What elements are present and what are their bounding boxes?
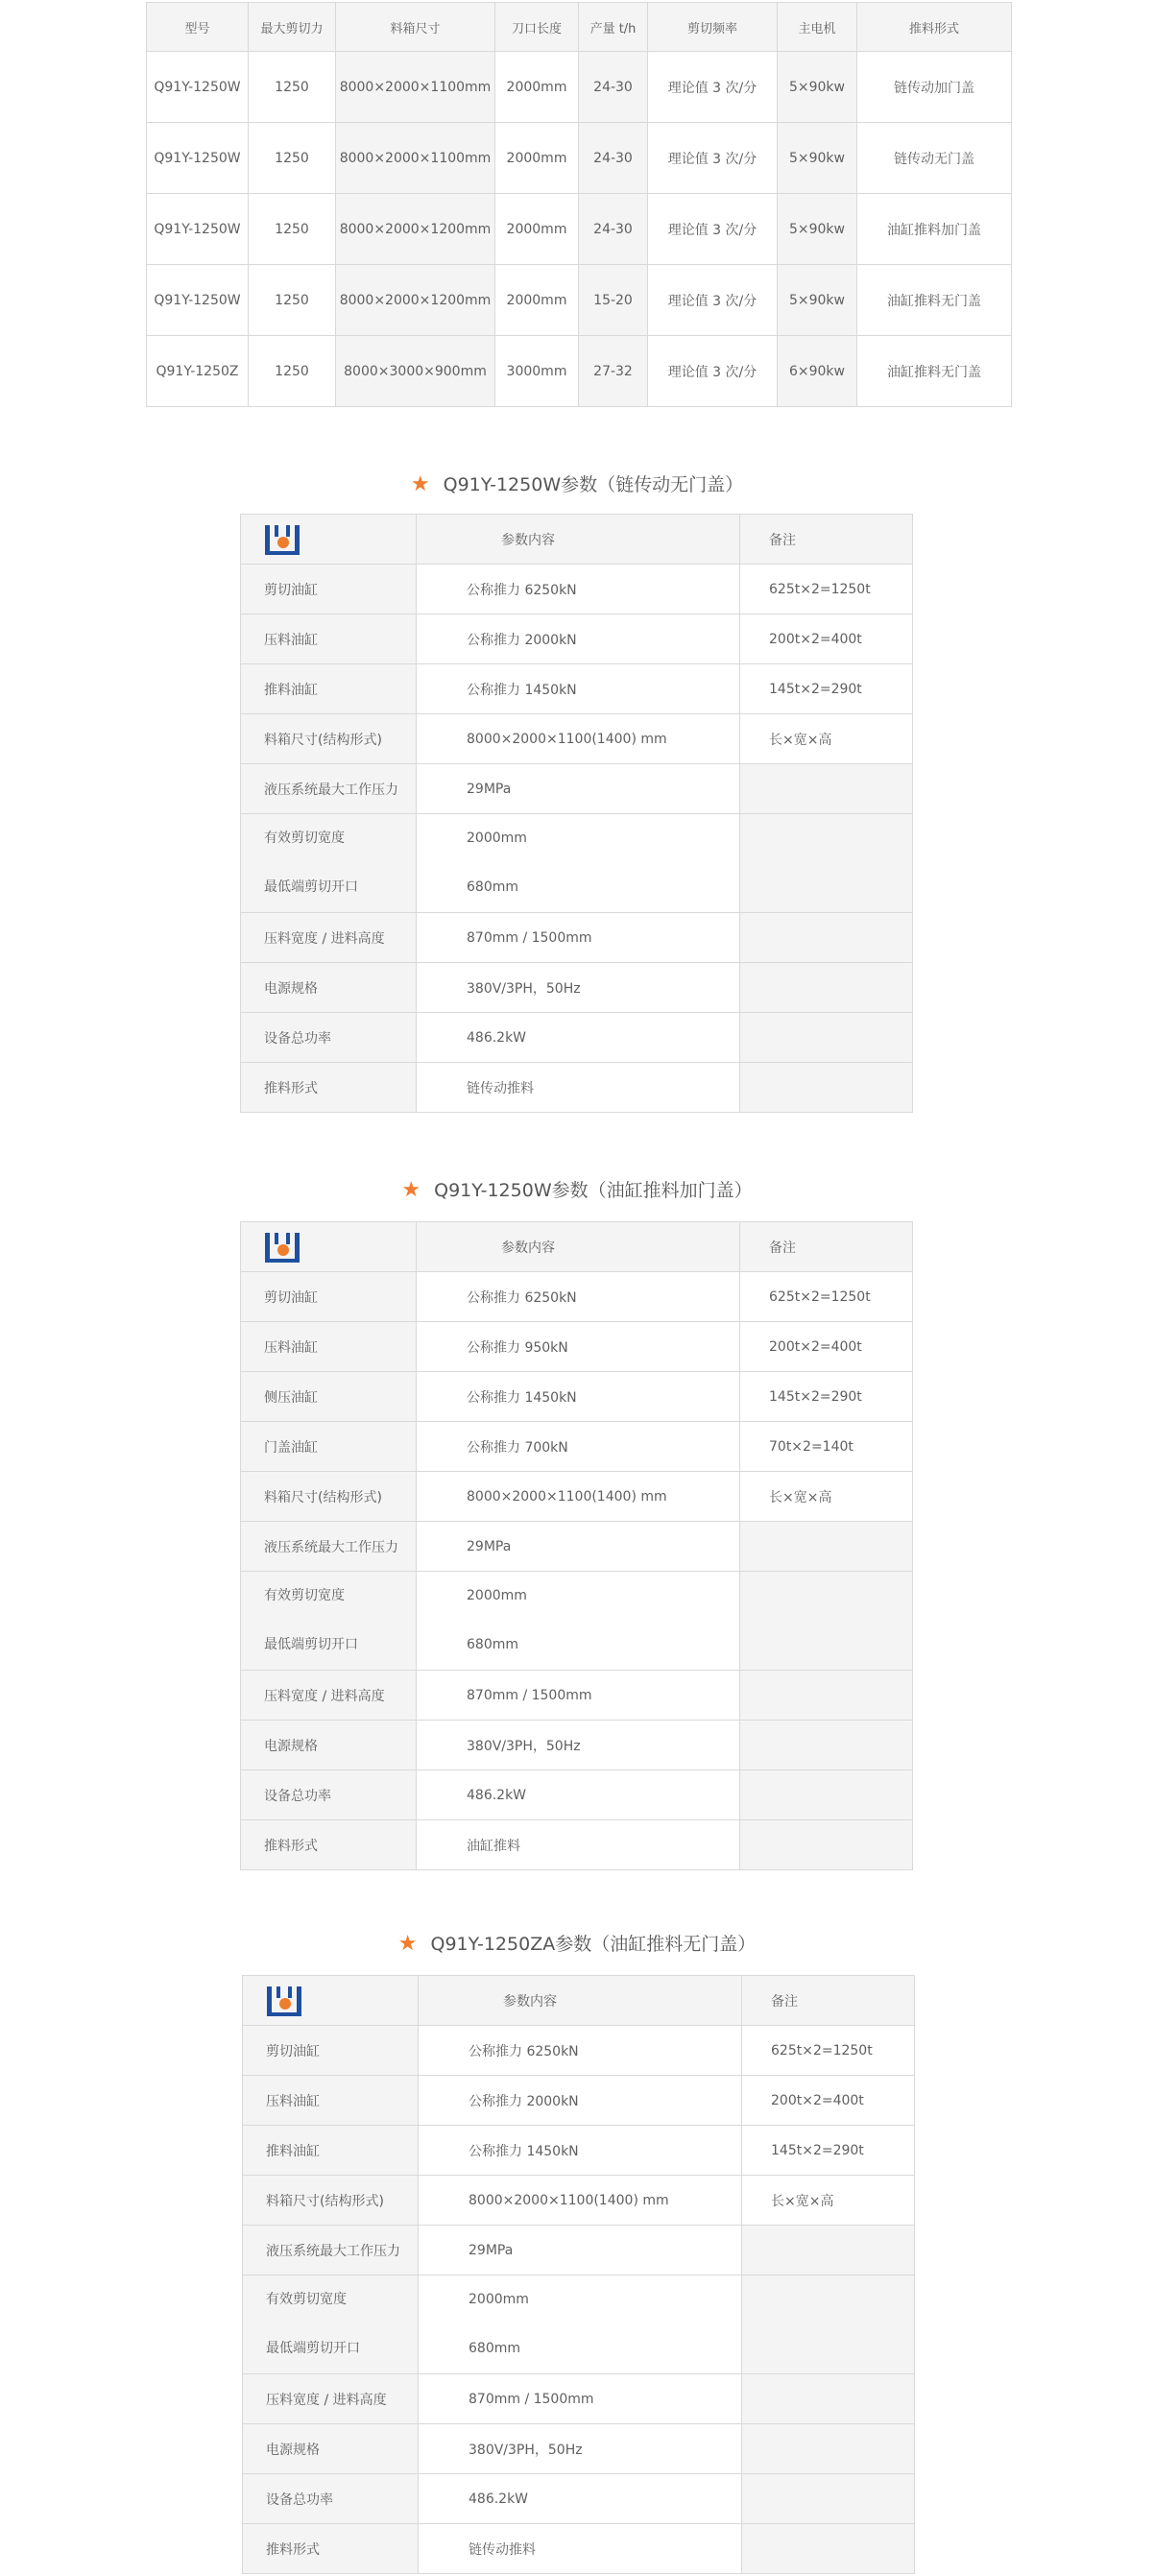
table-cell: 油缸推料加门盖 bbox=[857, 194, 1012, 265]
table-cell: 2000mm bbox=[495, 123, 579, 194]
spec-note bbox=[742, 2524, 915, 2574]
spec-label: 设备总功率 bbox=[241, 1770, 417, 1820]
table-cell: 27-32 bbox=[579, 336, 648, 407]
table-cell: 8000×3000×900mm bbox=[336, 336, 495, 407]
spec-note bbox=[740, 764, 913, 814]
table-cell: Q91Y-1250Z bbox=[147, 336, 249, 407]
table-row bbox=[147, 123, 1012, 194]
spec-label: 压料油缸 bbox=[241, 614, 417, 664]
spec-note bbox=[742, 2424, 915, 2474]
table-cell: 理论值 3 次/分 bbox=[648, 123, 778, 194]
spec-note bbox=[740, 913, 913, 963]
spec-label-line: 有效剪切宽度 bbox=[264, 831, 345, 846]
spec-value: 链传动推料 bbox=[417, 1063, 740, 1113]
spec-note: 625t×2=1250t bbox=[740, 1272, 913, 1322]
spec-value: 486.2kW bbox=[419, 2474, 742, 2524]
spec-value: 8000×2000×1100(1400) mm bbox=[417, 714, 740, 764]
spec-value: 29MPa bbox=[417, 764, 740, 814]
spec-label: 门盖油缸 bbox=[241, 1422, 417, 1472]
table-row bbox=[147, 336, 1012, 407]
spec-row bbox=[241, 565, 913, 614]
table-cell: 8000×2000×1100mm bbox=[336, 123, 495, 194]
spec-row bbox=[243, 2275, 915, 2374]
spec-value: 29MPa bbox=[417, 1522, 740, 1572]
spec-note bbox=[740, 1721, 913, 1770]
company-logo-icon bbox=[264, 523, 301, 556]
table-cell: 5×90kw bbox=[778, 265, 857, 336]
table-row bbox=[147, 194, 1012, 265]
spec-note: 145t×2=290t bbox=[740, 1372, 913, 1422]
spec-label bbox=[241, 814, 417, 913]
spec-label: 料箱尺寸(结构形式) bbox=[243, 2176, 419, 2226]
spec-value bbox=[417, 814, 740, 913]
spec-table bbox=[240, 1221, 913, 1870]
spec-label: 电源规格 bbox=[243, 2424, 419, 2474]
spec-value: 486.2kW bbox=[417, 1770, 740, 1820]
table-cell: 5×90kw bbox=[778, 194, 857, 265]
table-cell: 理论值 3 次/分 bbox=[648, 265, 778, 336]
company-logo-icon bbox=[264, 1231, 301, 1264]
spec-row bbox=[241, 1572, 913, 1671]
table-cell: 1250 bbox=[249, 265, 336, 336]
spec-label-line: 最低端剪切开口 bbox=[264, 879, 358, 895]
table-cell: 6×90kw bbox=[778, 336, 857, 407]
spec-note: 200t×2=400t bbox=[740, 614, 913, 664]
spec-value: 公称推力 2000kN bbox=[417, 614, 740, 664]
spec-row bbox=[243, 2076, 915, 2126]
spec-row bbox=[241, 1522, 913, 1572]
spec-row bbox=[243, 2474, 915, 2524]
spec-label-line: 有效剪切宽度 bbox=[266, 2292, 347, 2307]
table-cell: 2000mm bbox=[495, 52, 579, 123]
spec-note: 200t×2=400t bbox=[740, 1322, 913, 1372]
model-summary-table bbox=[146, 2, 1012, 407]
table-cell: 15-20 bbox=[579, 265, 648, 336]
table-cell: 24-30 bbox=[579, 194, 648, 265]
spec-header-row bbox=[241, 1222, 913, 1272]
table-cell: 24-30 bbox=[579, 123, 648, 194]
spec-label: 压料宽度 / 进料高度 bbox=[243, 2374, 419, 2424]
table-cell: 24-30 bbox=[579, 52, 648, 123]
spec-note bbox=[740, 1522, 913, 1572]
table-cell: 3000mm bbox=[495, 336, 579, 407]
table-cell: 5×90kw bbox=[778, 52, 857, 123]
spec-note: 长×宽×高 bbox=[740, 1472, 913, 1522]
table-cell: Q91Y-1250W bbox=[147, 52, 249, 123]
spec-label-line: 最低端剪切开口 bbox=[264, 1637, 358, 1652]
spec-note bbox=[740, 1671, 913, 1721]
spec-row bbox=[243, 2026, 915, 2076]
spec-label: 电源规格 bbox=[241, 1721, 417, 1770]
spec-label: 推料形式 bbox=[241, 1063, 417, 1113]
spec-row bbox=[241, 1721, 913, 1770]
spec-note bbox=[740, 1770, 913, 1820]
section-title-text: Q91Y-1250W参数（链传动无门盖） bbox=[443, 474, 744, 495]
table-cell: 1250 bbox=[249, 194, 336, 265]
spec-row bbox=[241, 664, 913, 714]
table-cell: 1250 bbox=[249, 336, 336, 407]
spec-row bbox=[243, 2374, 915, 2424]
spec-label: 剪切油缸 bbox=[241, 565, 417, 614]
section-title bbox=[0, 1176, 1154, 1205]
spec-note bbox=[740, 963, 913, 1013]
header-note-label: 备注 bbox=[742, 1976, 915, 2026]
header-content-label: 参数内容 bbox=[417, 1222, 740, 1272]
spec-row bbox=[241, 1770, 913, 1820]
spec-label: 推料油缸 bbox=[241, 664, 417, 714]
spec-note bbox=[740, 1013, 913, 1063]
spec-value-line: 680mm bbox=[467, 1637, 518, 1652]
spec-value-line: 680mm bbox=[469, 2341, 520, 2356]
spec-note: 625t×2=1250t bbox=[740, 565, 913, 614]
logo-cell bbox=[241, 515, 417, 565]
table-cell: Q91Y-1250W bbox=[147, 123, 249, 194]
spec-note: 长×宽×高 bbox=[740, 714, 913, 764]
spec-label: 推料形式 bbox=[243, 2524, 419, 2574]
header-cell: 刀口长度 bbox=[495, 3, 579, 52]
spec-note bbox=[742, 2474, 915, 2524]
spec-row bbox=[241, 1372, 913, 1422]
header-cell: 主电机 bbox=[778, 3, 857, 52]
spec-value-line: 680mm bbox=[467, 879, 518, 895]
summary-header-row bbox=[147, 3, 1012, 52]
table-cell: 2000mm bbox=[495, 194, 579, 265]
table-cell: 8000×2000×1200mm bbox=[336, 265, 495, 336]
header-cell: 剪切频率 bbox=[648, 3, 778, 52]
section-title bbox=[0, 1930, 1154, 1959]
table-cell: 1250 bbox=[249, 52, 336, 123]
header-cell: 最大剪切力 bbox=[249, 3, 336, 52]
spec-row bbox=[243, 2126, 915, 2176]
spec-row bbox=[243, 2424, 915, 2474]
spec-note bbox=[742, 2374, 915, 2424]
spec-row bbox=[241, 1820, 913, 1870]
logo-cell bbox=[241, 1222, 417, 1272]
spec-value: 8000×2000×1100(1400) mm bbox=[419, 2176, 742, 2226]
table-cell: 油缸推料无门盖 bbox=[857, 336, 1012, 407]
spec-value: 公称推力 1450kN bbox=[417, 664, 740, 714]
spec-value bbox=[417, 1572, 740, 1671]
spec-value: 870mm / 1500mm bbox=[417, 1671, 740, 1721]
table-cell: Q91Y-1250W bbox=[147, 194, 249, 265]
spec-value: 公称推力 1450kN bbox=[417, 1372, 740, 1422]
spec-note: 145t×2=290t bbox=[742, 2126, 915, 2176]
spec-value: 380V/3PH，50Hz bbox=[417, 1721, 740, 1770]
spec-note bbox=[740, 1063, 913, 1113]
spec-label: 压料油缸 bbox=[243, 2076, 419, 2126]
spec-label: 液压系统最大工作压力 bbox=[241, 1522, 417, 1572]
spec-row bbox=[241, 1272, 913, 1322]
spec-label: 压料宽度 / 进料高度 bbox=[241, 1671, 417, 1721]
spec-row bbox=[241, 614, 913, 664]
spec-value: 链传动推料 bbox=[419, 2524, 742, 2574]
header-note-label: 备注 bbox=[740, 1222, 913, 1272]
spec-header-row bbox=[243, 1976, 915, 2026]
spec-label: 设备总功率 bbox=[243, 2474, 419, 2524]
table-cell: 理论值 3 次/分 bbox=[648, 194, 778, 265]
spec-value: 380V/3PH，50Hz bbox=[417, 963, 740, 1013]
spec-header-row bbox=[241, 515, 913, 565]
spec-row bbox=[243, 2524, 915, 2574]
spec-note bbox=[740, 814, 913, 913]
table-cell: 链传动无门盖 bbox=[857, 123, 1012, 194]
spec-value: 公称推力 6250kN bbox=[417, 1272, 740, 1322]
spec-value: 公称推力 950kN bbox=[417, 1322, 740, 1372]
table-cell: Q91Y-1250W bbox=[147, 265, 249, 336]
header-cell: 料箱尺寸 bbox=[336, 3, 495, 52]
spec-value-line: 2000mm bbox=[467, 1588, 527, 1603]
company-logo-icon bbox=[266, 1985, 302, 2017]
spec-row bbox=[241, 1013, 913, 1063]
spec-value: 8000×2000×1100(1400) mm bbox=[417, 1472, 740, 1522]
spec-value: 29MPa bbox=[419, 2226, 742, 2275]
spec-note bbox=[742, 2275, 915, 2374]
spec-table bbox=[242, 1975, 915, 2574]
spec-label: 剪切油缸 bbox=[241, 1272, 417, 1322]
table-row bbox=[147, 52, 1012, 123]
spec-label-line: 最低端剪切开口 bbox=[266, 2341, 360, 2356]
table-cell: 5×90kw bbox=[778, 123, 857, 194]
table-cell: 8000×2000×1100mm bbox=[336, 52, 495, 123]
star-icon: ★ bbox=[397, 1932, 418, 1956]
spec-note: 145t×2=290t bbox=[740, 664, 913, 714]
spec-row bbox=[241, 1671, 913, 1721]
spec-row bbox=[243, 2226, 915, 2275]
spec-row bbox=[241, 764, 913, 814]
header-cell: 产量 t/h bbox=[579, 3, 648, 52]
table-cell: 油缸推料无门盖 bbox=[857, 265, 1012, 336]
table-cell: 链传动加门盖 bbox=[857, 52, 1012, 123]
spec-note bbox=[740, 1820, 913, 1870]
spec-value: 油缸推料 bbox=[417, 1820, 740, 1870]
header-content-label: 参数内容 bbox=[417, 515, 740, 565]
spec-label bbox=[243, 2275, 419, 2374]
spec-label: 电源规格 bbox=[241, 963, 417, 1013]
spec-label: 推料形式 bbox=[241, 1820, 417, 1870]
spec-value-line: 2000mm bbox=[467, 831, 527, 846]
spec-note: 625t×2=1250t bbox=[742, 2026, 915, 2076]
spec-label: 压料宽度 / 进料高度 bbox=[241, 913, 417, 963]
spec-row bbox=[241, 1472, 913, 1522]
spec-label: 料箱尺寸(结构形式) bbox=[241, 1472, 417, 1522]
spec-table bbox=[240, 514, 913, 1113]
spec-value: 公称推力 2000kN bbox=[419, 2076, 742, 2126]
spec-note: 长×宽×高 bbox=[742, 2176, 915, 2226]
table-cell: 2000mm bbox=[495, 265, 579, 336]
spec-row bbox=[241, 913, 913, 963]
spec-note: 200t×2=400t bbox=[742, 2076, 915, 2126]
spec-row bbox=[241, 1063, 913, 1113]
header-cell: 推料形式 bbox=[857, 3, 1012, 52]
section-title-text: Q91Y-1250ZA参数（油缸推料无门盖） bbox=[430, 1934, 757, 1955]
spec-label-line: 有效剪切宽度 bbox=[264, 1588, 345, 1603]
spec-note bbox=[740, 1572, 913, 1671]
header-content-label: 参数内容 bbox=[419, 1976, 742, 2026]
spec-label: 压料油缸 bbox=[241, 1322, 417, 1372]
spec-label bbox=[241, 1572, 417, 1671]
star-icon: ★ bbox=[401, 1178, 421, 1202]
spec-value: 486.2kW bbox=[417, 1013, 740, 1063]
spec-note: 70t×2=140t bbox=[740, 1422, 913, 1472]
header-note-label: 备注 bbox=[740, 515, 913, 565]
spec-label: 剪切油缸 bbox=[243, 2026, 419, 2076]
table-cell: 理论值 3 次/分 bbox=[648, 336, 778, 407]
spec-label: 液压系统最大工作压力 bbox=[243, 2226, 419, 2275]
section-title bbox=[0, 470, 1154, 499]
spec-label: 侧压油缸 bbox=[241, 1372, 417, 1422]
spec-row bbox=[241, 714, 913, 764]
spec-value-line: 2000mm bbox=[469, 2292, 529, 2307]
table-cell: 理论值 3 次/分 bbox=[648, 52, 778, 123]
spec-row bbox=[241, 814, 913, 913]
logo-cell bbox=[243, 1976, 419, 2026]
spec-value: 公称推力 1450kN bbox=[419, 2126, 742, 2176]
star-icon: ★ bbox=[410, 472, 430, 496]
spec-value: 870mm / 1500mm bbox=[419, 2374, 742, 2424]
header-cell: 型号 bbox=[147, 3, 249, 52]
spec-row bbox=[243, 2176, 915, 2226]
spec-label: 料箱尺寸(结构形式) bbox=[241, 714, 417, 764]
spec-value: 公称推力 6250kN bbox=[417, 565, 740, 614]
spec-value: 公称推力 700kN bbox=[417, 1422, 740, 1472]
spec-value: 870mm / 1500mm bbox=[417, 913, 740, 963]
section-title-text: Q91Y-1250W参数（油缸推料加门盖） bbox=[434, 1180, 753, 1201]
spec-note bbox=[742, 2226, 915, 2275]
spec-value: 公称推力 6250kN bbox=[419, 2026, 742, 2076]
spec-label: 设备总功率 bbox=[241, 1013, 417, 1063]
spec-row bbox=[241, 1322, 913, 1372]
spec-row bbox=[241, 963, 913, 1013]
spec-row bbox=[241, 1422, 913, 1472]
spec-value: 380V/3PH，50Hz bbox=[419, 2424, 742, 2474]
table-cell: 8000×2000×1200mm bbox=[336, 194, 495, 265]
table-row bbox=[147, 265, 1012, 336]
spec-value bbox=[419, 2275, 742, 2374]
table-cell: 1250 bbox=[249, 123, 336, 194]
spec-label: 推料油缸 bbox=[243, 2126, 419, 2176]
spec-label: 液压系统最大工作压力 bbox=[241, 764, 417, 814]
